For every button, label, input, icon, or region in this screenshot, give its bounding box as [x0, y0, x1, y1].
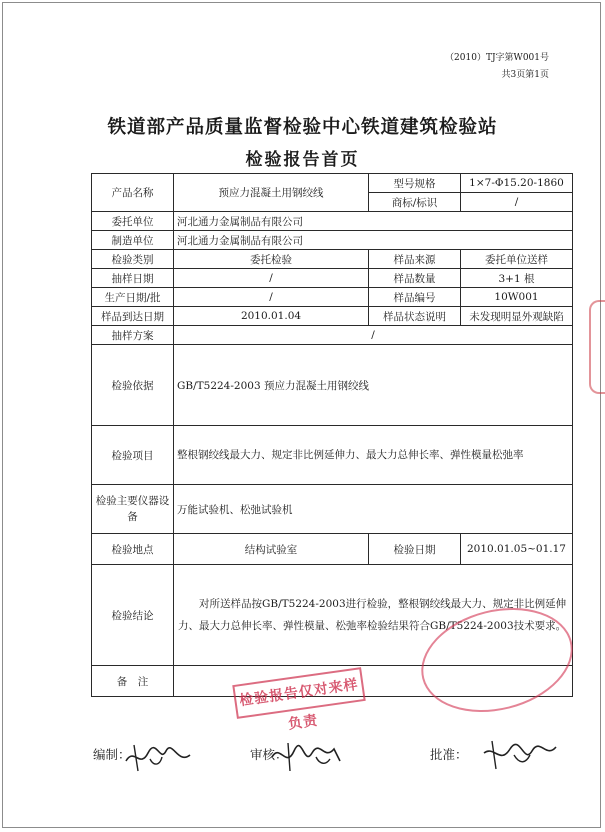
compiled-label: 编制：	[93, 747, 131, 762]
items-value: 整根钢绞线最大力、规定非比例延伸力、最大力总伸长率、弹性模量松弛率	[174, 426, 573, 485]
model-value: 1×7-Φ15.20-1860	[461, 174, 573, 193]
product-name-value: 预应力混凝土用钢绞线	[174, 174, 369, 212]
test-date-value: 2010.01.05~01.17	[461, 534, 573, 565]
sample-no-label: 样品编号	[369, 288, 461, 307]
sampling-date-value: /	[174, 269, 369, 288]
approved-label: 批准：	[430, 747, 468, 762]
trademark-label: 商标/标识	[369, 193, 461, 212]
conclusion-label: 检验结论	[92, 565, 174, 666]
place-label: 检验地点	[92, 534, 174, 565]
plan-label: 抽样方案	[92, 326, 174, 345]
client-value: 河北通力金属制品有限公司	[174, 212, 573, 231]
reviewed-label: 审核：	[250, 747, 288, 762]
approver-signature	[480, 735, 560, 777]
quantity-label: 样品数量	[369, 269, 461, 288]
place-value: 结构试验室	[174, 534, 369, 565]
basis-label: 检验依据	[92, 345, 174, 426]
sample-no-value: 10W001	[461, 288, 573, 307]
equip-label: 检验主要仪器设备	[92, 485, 174, 534]
arrival-label: 样品到达日期	[92, 307, 174, 326]
arrival-value: 2010.01.04	[174, 307, 369, 326]
category-label: 检验类别	[92, 250, 174, 269]
test-date-label: 检验日期	[369, 534, 461, 565]
items-label: 检验项目	[92, 426, 174, 485]
sampling-date-label: 抽样日期	[92, 269, 174, 288]
reviewer-signature	[268, 735, 346, 777]
plan-value: /	[174, 326, 573, 345]
model-label: 型号规格	[369, 174, 461, 193]
basis-value: GB/T5224-2003 预应力混凝土用钢绞线	[174, 345, 573, 426]
maker-label: 制造单位	[92, 231, 174, 250]
prod-date-value: /	[174, 288, 369, 307]
conclusion-value: 对所送样品按GB/T5224-2003进行检验，整根钢绞线最大力、规定非比例延伸力、最大力总伸长率、弹性模量、松弛率检验结果符合GB/T5224-2003技术要求。	[174, 565, 573, 666]
report-reference	[445, 50, 549, 84]
product-name-label: 产品名称	[92, 174, 174, 212]
ref-number: （2010）TJ字第W001号	[445, 53, 549, 63]
maker-value: 河北通力金属制品有限公司	[174, 231, 573, 250]
source-value: 委托单位送样	[461, 250, 573, 269]
report-subtitle: 检验报告首页	[245, 150, 360, 170]
report-title: 铁道部产品质量监督检验中心铁道建筑检验站	[107, 117, 498, 138]
trademark-value: /	[461, 193, 573, 212]
equip-value: 万能试验机、松弛试验机	[174, 485, 573, 534]
responsibility-stamp: 检验报告仅对来样负责	[232, 667, 365, 719]
source-label: 样品来源	[369, 250, 461, 269]
page-info: 共3页第1页	[501, 70, 549, 80]
category-value: 委托检验	[174, 250, 369, 269]
state-value: 未发现明显外观缺陷	[461, 307, 573, 326]
remark-label: 备 注	[92, 666, 174, 697]
client-label: 委托单位	[92, 212, 174, 231]
prod-date-label: 生产日期/批	[92, 288, 174, 307]
state-label: 样品状态说明	[369, 307, 461, 326]
quantity-value: 3+1 根	[461, 269, 573, 288]
edge-seal-stamp	[589, 300, 605, 394]
compiler-signature	[120, 735, 195, 777]
